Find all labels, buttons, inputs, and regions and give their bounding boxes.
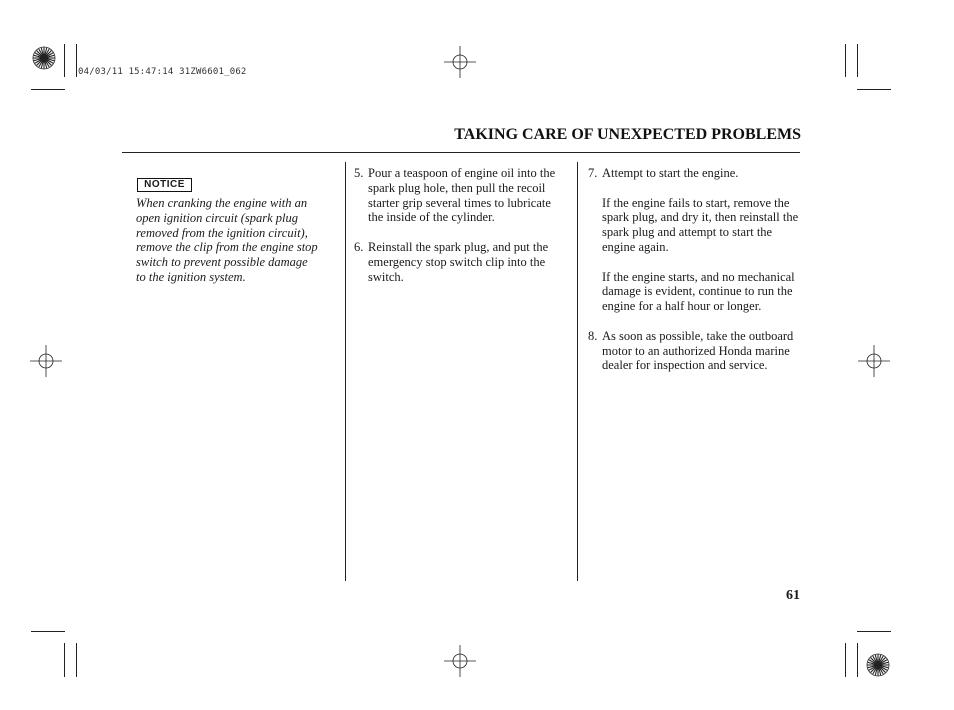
step-text: As soon as possible, take the outboard motor to an authorized Honda marine dealer for inspection and service. <box>602 328 794 373</box>
notice-badge: NOTICE <box>137 178 192 192</box>
page-number: 61 <box>786 588 800 603</box>
crosshair-mark-icon <box>858 345 890 377</box>
crop-line <box>845 44 846 77</box>
crop-line <box>857 631 891 632</box>
crop-line <box>64 643 65 677</box>
crop-line <box>76 44 77 77</box>
notice-text: When cranking the engine with an open ignition circuit (spark plug removed from the ignition circuit), remove the clip from the engine stop switch to prevent possible damage to the ignition system. <box>136 196 318 284</box>
crop-line <box>857 44 858 77</box>
column-divider <box>577 162 578 581</box>
step-text: Pour a teaspoon of engine oil into the spark plug hole, then pull the recoil starter grip several times to lubricate the inside of the cylinder. <box>368 166 556 225</box>
step-paragraph: If the engine fails to start, remove the spark plug, and dry it, then reinstall the spark plug and attempt to start the engine again. <box>602 195 799 254</box>
crop-line <box>76 643 77 677</box>
crop-line <box>31 631 65 632</box>
print-stamp: 04/03/11 15:47:14 31ZW6601_062 <box>78 67 247 77</box>
registration-target-icon <box>866 653 890 677</box>
step-text: Reinstall the spark plug, and put the emergency stop switch clip into the switch. <box>368 239 549 284</box>
crop-line <box>857 643 858 677</box>
registration-target-icon <box>32 46 56 70</box>
instruction-column <box>588 166 803 373</box>
step-text: Attempt to start the engine. <box>602 166 739 180</box>
crosshair-mark-icon <box>444 645 476 677</box>
step-number: 6. <box>354 239 364 254</box>
instruction-column <box>354 166 569 284</box>
step-paragraph: If the engine starts, and no mechanical damage is evident, continue to run the engine for a half hour or longer. <box>602 269 795 314</box>
step-number: 8. <box>588 328 598 343</box>
list-item <box>354 240 569 284</box>
crop-line <box>845 643 846 677</box>
crop-line <box>857 89 891 90</box>
column-divider <box>345 162 346 581</box>
list-item <box>354 166 569 225</box>
step-number: 7. <box>588 166 598 180</box>
header-rule <box>122 152 800 153</box>
crosshair-mark-icon <box>444 46 476 78</box>
list-item <box>588 166 803 181</box>
crop-line <box>31 89 65 90</box>
crosshair-mark-icon <box>30 345 62 377</box>
step-number: 5. <box>354 166 364 180</box>
crop-line <box>64 44 65 77</box>
page-title: TAKING CARE OF UNEXPECTED PROBLEMS <box>454 126 801 143</box>
list-item <box>588 329 803 373</box>
